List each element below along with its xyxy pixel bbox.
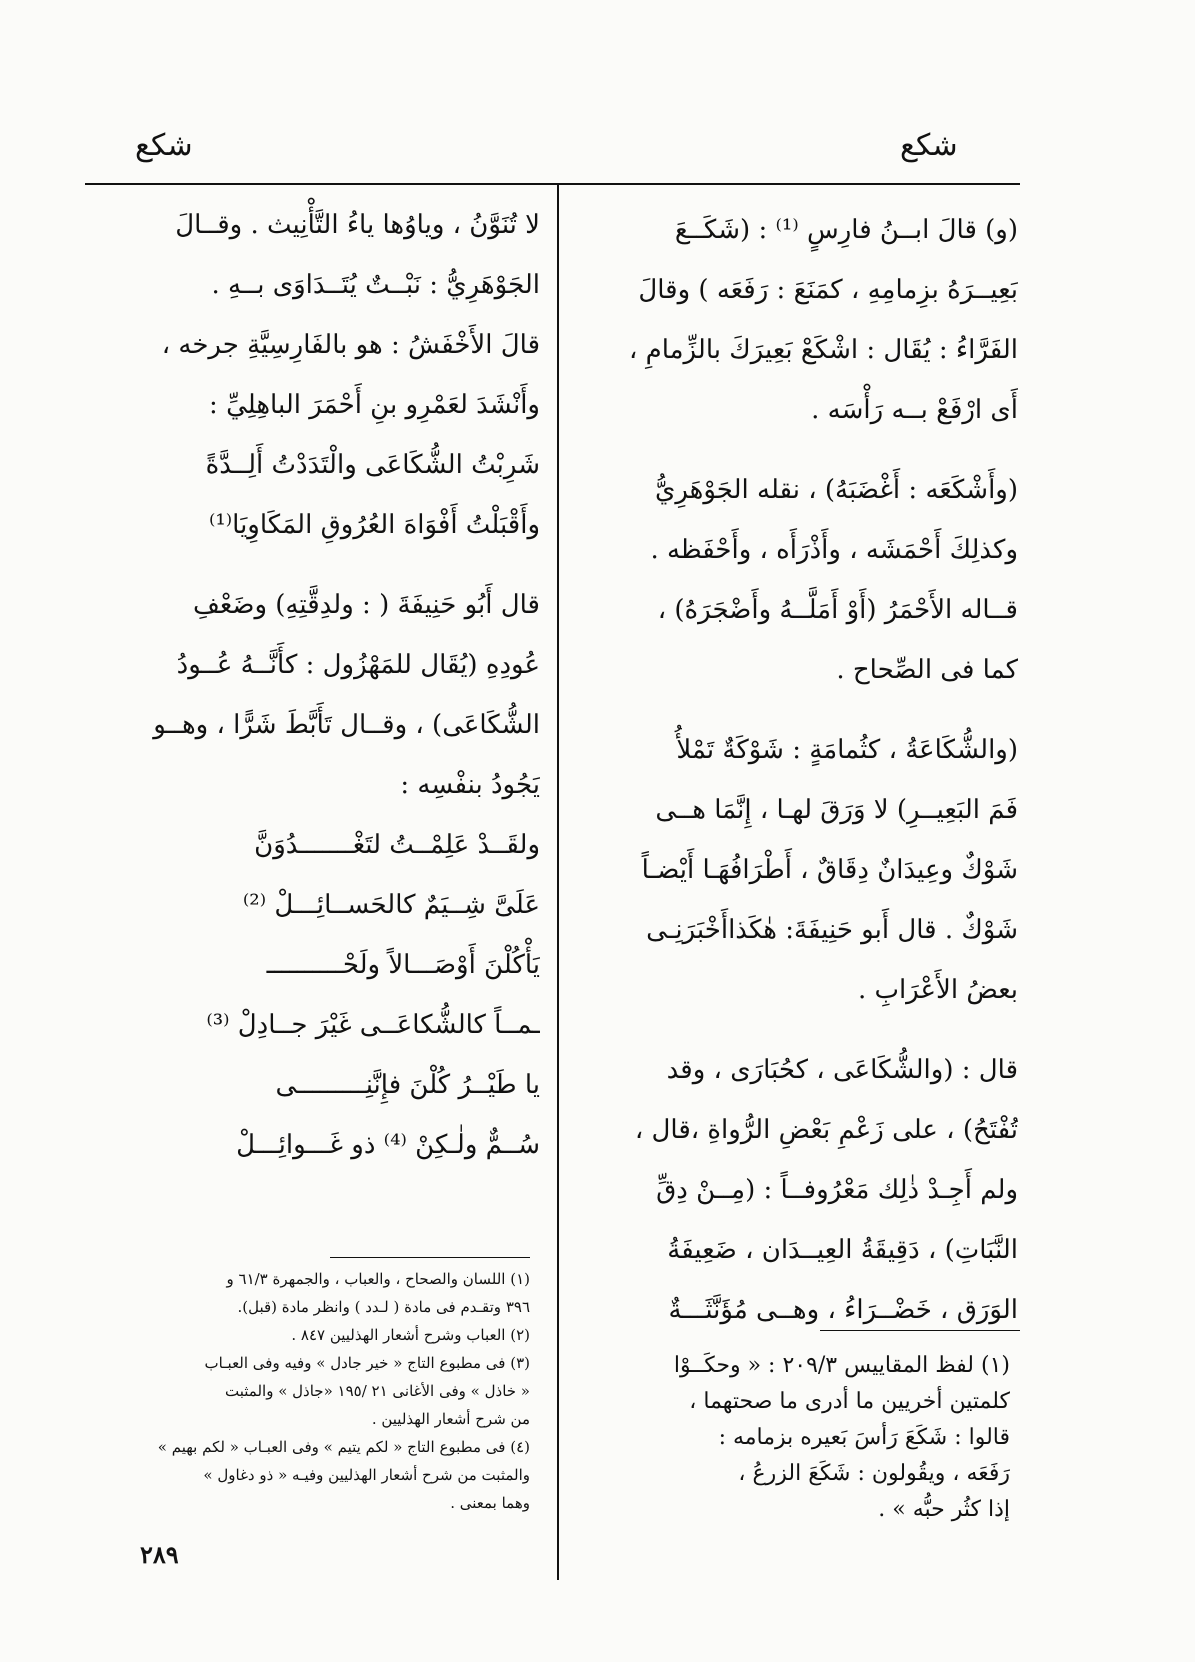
footnote-right-line: كلمتين أخريين ما أدرى ما صحتهما ، [689,1389,1010,1414]
right-column-line: وكذلِكَ أَحْمَشَه ، وأَذْرَأَه ، وأَحْفَظه . [650,535,1018,565]
right-column-line: شَوْكٌ . قال أَبو حَنِيفَةَ: هٰكَذاأَخْبَرَنِـى [646,915,1018,945]
left-column-line: الشُّكَاعَى) ، وقــال تَأَبَّطَ شَرًّا ، وهــو [153,710,540,740]
right-column [578,200,1018,1340]
right-column-line: النَّبَاتِ) ، دَقِيقَةُ العِيــدَان ، ضَعِيفَةُ [667,1235,1018,1265]
left-column-line: الجَوْهَرِيُّ : نَبْــتٌ يُتَــدَاوَى بــهِ . [211,270,540,300]
footnote-left-line: وهما بمعنى . [450,1494,530,1512]
footnote-right-line: قالوا : شَكَعَ رَأسَ بَعيره بزمامه : [718,1425,1010,1450]
column-divider [557,185,559,1580]
left-column-line: لا تُنَوَّنُ ، وياوُها ياءُ التَّأْنِيث . وقــالَ [175,210,540,240]
footnote-left-line: (٣) فى مطبوع التاج « خير جادل » وفيه وفى العبـاب [204,1354,530,1372]
right-column-paragraph-gap [578,440,1018,460]
right-column-line: الوَرَق ، خَضْــرَاءُ ، وهــى مُؤَنَّثَـــةٌ [668,1295,1018,1325]
running-head-left: شكع [135,128,193,163]
footnote-left-line: ٣٩٦ وتقـدم فى مادة ( لـدد ) وانظر مادة (قبل). [237,1298,530,1316]
right-column-line: الفَرَّاءُ : يُقَال : اشْكَعْ بَعِيرَكَ بالزِّمامِ ، [628,335,1018,365]
right-column-line: فَمَ البَعِيــرِ) لا وَرَقَ لهـا ، إِنَّمَا هــى [655,795,1018,825]
left-column-line: عَلَىَّ شِــيَمٌ كالحَســائِـــلْ ⁽²⁾ [242,890,540,920]
left-column-line: وأَنْشَدَ لعَمْرِو بنِ أَحْمَرَ الباهِلِيِّ : [209,390,540,420]
footnotes-left [85,1265,530,1517]
right-column-paragraph-gap [578,1020,1018,1040]
footnote-left-line: « خاذل » وفى الأغانى ٢١ /١٩٥ «جاذل » والمثبت [225,1382,530,1400]
right-column-line: (وأَشْكَعَه : أَغْضَبَهُ) ، نقله الجَوْهَرِيُّ [654,475,1018,505]
footnote-left-line: والمثبت من شرح أشعار الهذليين وفيـه « ذو دغاول » [203,1466,530,1484]
footnote-left-line: (٢) العباب وشرح أشعار الهذليين ٨٤٧ . [291,1326,530,1344]
left-column-line: وأَقْبَلْتُ أَفْوَاهَ العُرُوقِ المَكَاوِيَا⁽¹⁾ [208,510,540,540]
right-column-line: شَوْكٌ وعِيدَانٌ دِقَاقٌ ، أَطْرَافُهَـا أَيْضـاً [641,855,1018,885]
running-head-right: شكع [900,128,958,163]
right-column-line: قــاله الأَحْمَرُ (أَوْ أَمَلَّــهُ وأَضْجَرَهُ) ، [657,595,1018,625]
footnote-rule-left [330,1257,530,1258]
footnote-rule-right [820,1330,1020,1331]
right-column-line: بعضُ الأَعْرَابِ . [857,975,1018,1005]
page-number: ٢٨٩ [140,1540,179,1569]
footnote-right-line: رَفَعَه ، ويقُولون : شَكَعَ الزرعُ ، [738,1461,1010,1486]
footnote-left-line: (٤) فى مطبوع التاج « لكم يتيم » وفى العبـاب « لكم بهيم » [157,1438,530,1456]
right-column-line: (و) قالَ ابــنُ فارِسٍ ⁽¹⁾ : (شَكَــعَ [674,215,1018,245]
footnote-right-line: (١) لفظ المقاييس ٢٠٩/٣ : « وحكَــوْا [673,1353,1010,1378]
header-rule [85,183,1020,185]
left-column-line: قالَ الأَخْفَشُ : هو بالفَارِسِيَّةِ جرخه ، [161,330,540,360]
footnotes-right [590,1348,1010,1528]
left-column-paragraph-gap [85,555,540,575]
left-column-line: سُــمٌّ ولٰـكِنْ ⁽⁴⁾ ذو غَـــوائِـــلْ [236,1130,540,1160]
footnote-left-line: (١) اللسان والصحاح ، والعباب ، والجمهرة ٦١/٣ و [226,1270,530,1288]
left-column-line: ولقَــدْ عَلِمْــتُ لتَغْـــــــدُوَنَّ [254,830,540,860]
right-column-line: (والشُّكَاعَةُ ، كثُمامَةٍ : شَوْكَةٌ تَمْلأُ [676,735,1018,765]
left-column-line: ـمــاً كالشُّكاعَــى غَيْرَ جــادِلْ ⁽³⁾ [206,1010,540,1040]
right-column-paragraph-gap [578,700,1018,720]
right-column-line: ولم أَجِـدْ ذٰلِك مَعْرُوفــاً : (مِــنْ دِقِّ [656,1175,1018,1205]
right-column-line: كما فى الصِّحاح . [836,655,1018,685]
left-column-line: قال أَبُو حَنِيفَةَ ( : ولدِقَّتِهِ) وضَعْفِ [192,590,540,620]
left-column [85,195,540,1175]
left-column-line: يَجُودُ بنفْسِه : [400,770,540,800]
right-column-line: تُفْتَحُ) ، على زَعْمِ بَعْضِ الرُّواةِ ،قال ، [634,1115,1018,1145]
left-column-line: يَأْكُلْنَ أَوْصَـــالاً ولَحْــــــــــ [266,950,540,980]
left-column-line: شَرِبْتُ الشُّكَاعَى والْتَدَدْتُ أَلِــدَّةً [205,450,540,480]
right-column-line: قال : (والشُّكَاعَى ، كحُبَارَى ، وقد [666,1055,1018,1085]
left-column-line: عُودِهِ (يُقَال للمَهْزُول : كأَنَّــهُ عُــودُ [176,650,540,680]
footnote-right-line: إذا كثُر حبُّه » . [878,1497,1010,1522]
footnote-left-line: من شرح أشعار الهذليين . [371,1410,530,1428]
right-column-line: أَى ارْفَعْ بــه رَأْسَه . [811,395,1018,425]
left-column-line: يا طَيْــرُ كُلْنَ فإِنَّنِـــــــــى [275,1070,540,1100]
right-column-line: بَعِيــرَهُ بزِمامِهِ ، كمَنَعَ : رَفَعَه ) وقالَ [638,275,1018,305]
